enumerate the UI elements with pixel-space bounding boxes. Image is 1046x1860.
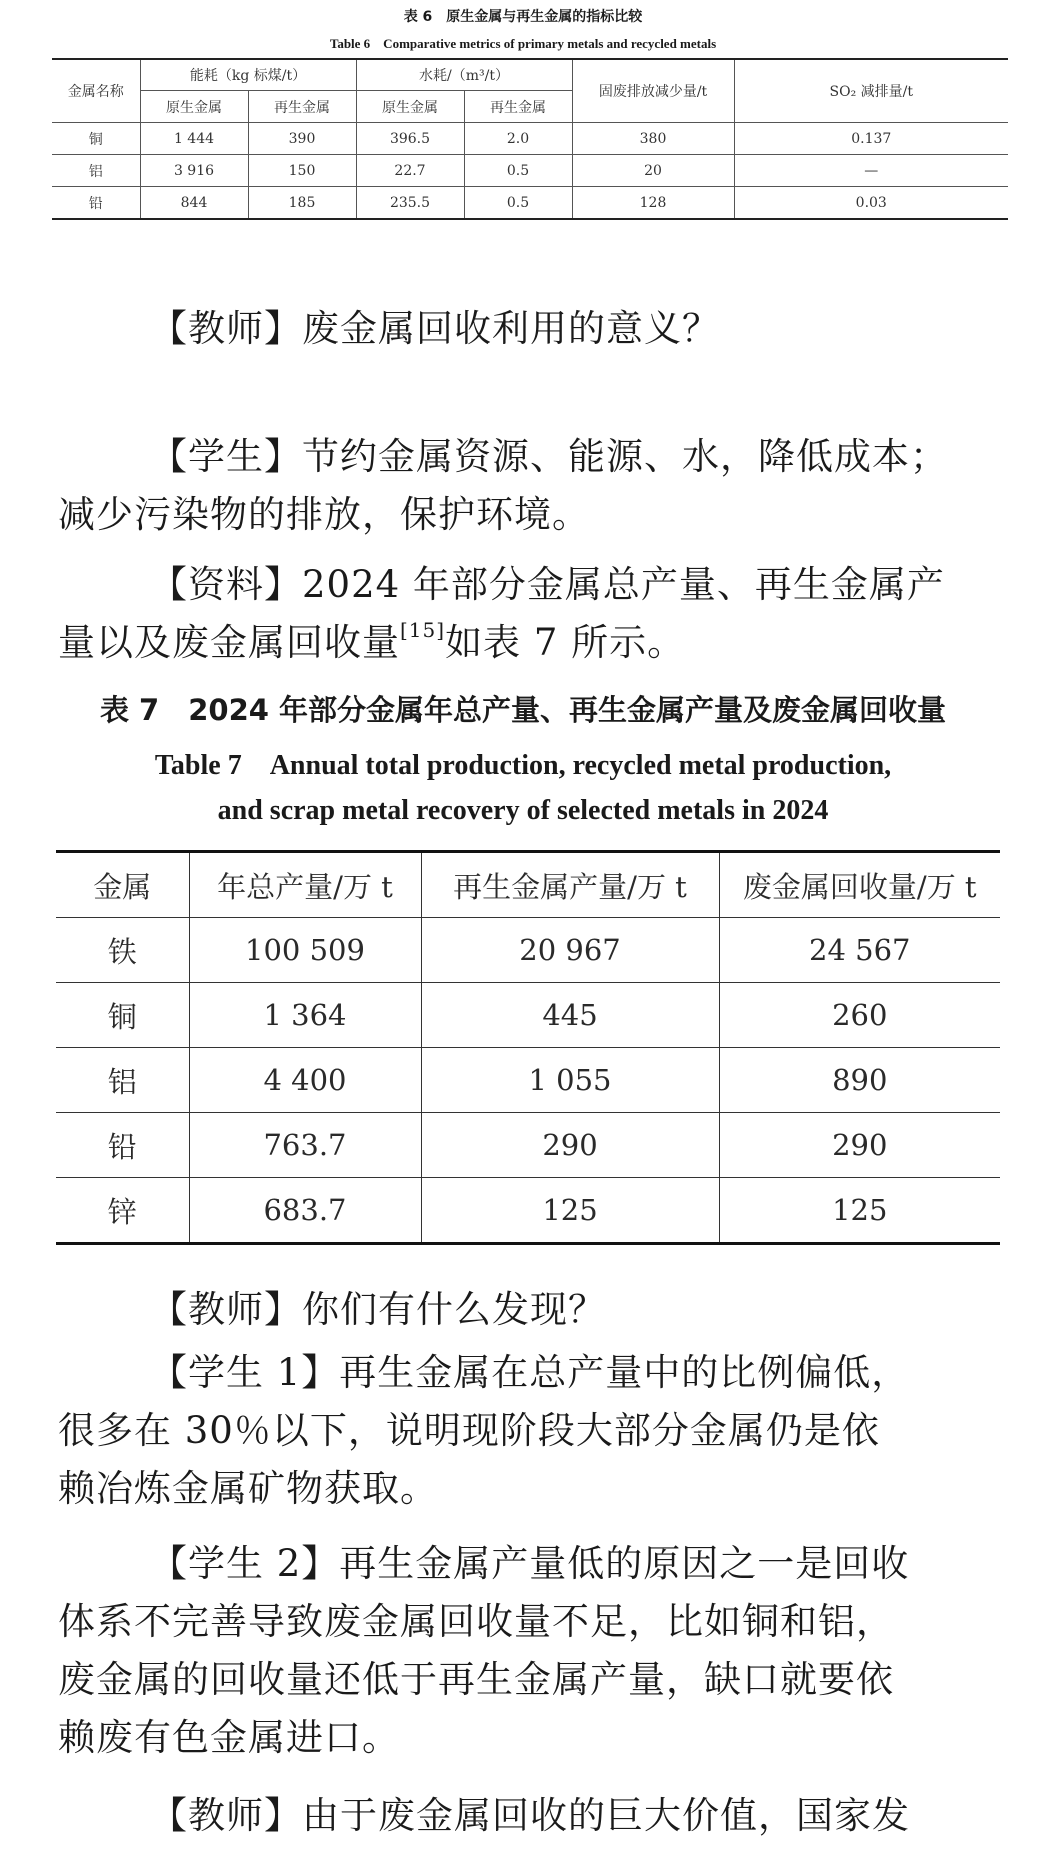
t7-cell: 1 055 (421, 1048, 719, 1113)
paragraph-student2-line1: 【学生 2】再生金属产量低的原因之一是回收 (150, 1542, 910, 1585)
table-row (56, 918, 1000, 983)
paragraph-material-line2 (58, 614, 1008, 672)
paragraph-student2-line4: 赖废有色金属进口。 (58, 1716, 400, 1759)
paragraph-student2-line3: 废金属的回收量还低于再生金属产量，缺口就要依 (58, 1658, 894, 1701)
t7-cell-metal: 铅 (56, 1113, 189, 1178)
paragraph-student2-line2: 体系不完善导致废金属回收量不足，比如铜和铝， (58, 1600, 894, 1643)
t6-cell-metal: 铝 (52, 155, 140, 187)
table7-caption-en-line1: Table 7 Annual total production, recycled metal production, (154, 750, 892, 781)
t7-cell: 125 (719, 1178, 1000, 1244)
t7-cell: 763.7 (189, 1113, 421, 1178)
t6-cell: 22.7 (356, 155, 464, 187)
t7-cell: 24 567 (719, 918, 1000, 983)
table-row (56, 1178, 1000, 1244)
paragraph-student-answer-line2: 减少污染物的排放，保护环境。 (58, 493, 590, 536)
paragraph-student1-line2: 很多在 30％以下，说明现阶段大部分金属仍是依 (58, 1409, 880, 1452)
t6-cell: 0.5 (464, 155, 572, 187)
paragraph-student-answer-line1: 【学生】节约金属资源、能源、水，降低成本； (150, 435, 948, 478)
table7-caption-cn: 表 7 2024 年部分金属年总产量、再生金属产量及废金属回收量 (99, 693, 947, 727)
t6-cell: 0.137 (734, 123, 1008, 155)
table-row (56, 1113, 1000, 1178)
table6 (52, 58, 1008, 220)
t7-cell: 1 364 (189, 983, 421, 1048)
t7-cell-metal: 铁 (56, 918, 189, 983)
t7-cell: 260 (719, 983, 1000, 1048)
citation-ref: [15] (400, 618, 446, 642)
t6-cell: — (734, 155, 1008, 187)
t6-cell: 3 916 (140, 155, 248, 187)
t6-header-solid-waste: 固废排放减少量/t (572, 59, 734, 123)
t7-cell: 890 (719, 1048, 1000, 1113)
material-text-a: 量以及废金属回收量 (58, 621, 400, 664)
material-text-b: 如表 7 所示。 (445, 621, 686, 664)
t6-cell: 20 (572, 155, 734, 187)
t6-cell: 0.03 (734, 187, 1008, 220)
t6-cell: 128 (572, 187, 734, 220)
t7-header: 废金属回收量/万 t (719, 852, 1000, 918)
t6-cell: 844 (140, 187, 248, 220)
t7-cell: 290 (719, 1113, 1000, 1178)
t7-cell: 683.7 (189, 1178, 421, 1244)
table-header-row (56, 852, 1000, 918)
t7-cell: 100 509 (189, 918, 421, 983)
t7-cell: 20 967 (421, 918, 719, 983)
t7-cell: 125 (421, 1178, 719, 1244)
t6-header-water: 水耗/（m³/t） (356, 59, 572, 91)
paragraph-student1-line1: 【学生 1】再生金属在总产量中的比例偏低， (150, 1351, 910, 1394)
t6-cell: 1 444 (140, 123, 248, 155)
t7-header: 再生金属产量/万 t (421, 852, 719, 918)
t7-header: 年总产量/万 t (189, 852, 421, 918)
paragraph-teacher-findings: 【教师】你们有什么发现？ (150, 1288, 606, 1331)
paragraph-student1-line3: 赖冶炼金属矿物获取。 (58, 1467, 438, 1510)
t6-cell-metal: 铅 (52, 187, 140, 220)
t6-cell: 380 (572, 123, 734, 155)
t6-cell-metal: 铜 (52, 123, 140, 155)
t6-header-so2: SO₂ 减排量/t (734, 59, 1008, 123)
t6-subheader-energy-recycled: 再生金属 (248, 91, 356, 123)
t7-cell-metal: 铜 (56, 983, 189, 1048)
t7-cell-metal: 铝 (56, 1048, 189, 1113)
table6-caption-en: Table 6 Comparative metrics of primary metals and recycled metals (329, 36, 717, 51)
t6-cell: 396.5 (356, 123, 464, 155)
t7-cell: 4 400 (189, 1048, 421, 1113)
table-row (56, 983, 1000, 1048)
t7-cell: 290 (421, 1113, 719, 1178)
t6-subheader-energy-primary: 原生金属 (140, 91, 248, 123)
table-row (52, 155, 1008, 187)
t6-cell: 0.5 (464, 187, 572, 220)
t6-cell: 390 (248, 123, 356, 155)
table7 (56, 850, 1000, 1245)
t6-cell: 235.5 (356, 187, 464, 220)
t7-header: 金属 (56, 852, 189, 918)
table-row (52, 123, 1008, 155)
paragraph-teacher-value: 【教师】由于废金属回收的巨大价值，国家发 (150, 1794, 910, 1837)
t6-cell: 185 (248, 187, 356, 220)
t6-cell: 150 (248, 155, 356, 187)
table-row (56, 1048, 1000, 1113)
t6-subheader-water-recycled: 再生金属 (464, 91, 572, 123)
table6-caption-cn: 表 6 原生金属与再生金属的指标比较 (403, 9, 643, 25)
t6-subheader-water-primary: 原生金属 (356, 91, 464, 123)
table-row (52, 187, 1008, 220)
table7-caption-en-line2: and scrap metal recovery of selected metals in 2024 (217, 795, 829, 826)
t6-header-metal-name: 金属名称 (52, 59, 140, 123)
t6-header-energy: 能耗（kg 标煤/t） (140, 59, 356, 91)
t7-cell-metal: 锌 (56, 1178, 189, 1244)
paragraph-material-line1: 【资料】2024 年部分金属总产量、再生金属产 (150, 563, 945, 606)
t7-cell: 445 (421, 983, 719, 1048)
paragraph-teacher-question: 【教师】废金属回收利用的意义？ (150, 307, 720, 350)
t6-cell: 2.0 (464, 123, 572, 155)
